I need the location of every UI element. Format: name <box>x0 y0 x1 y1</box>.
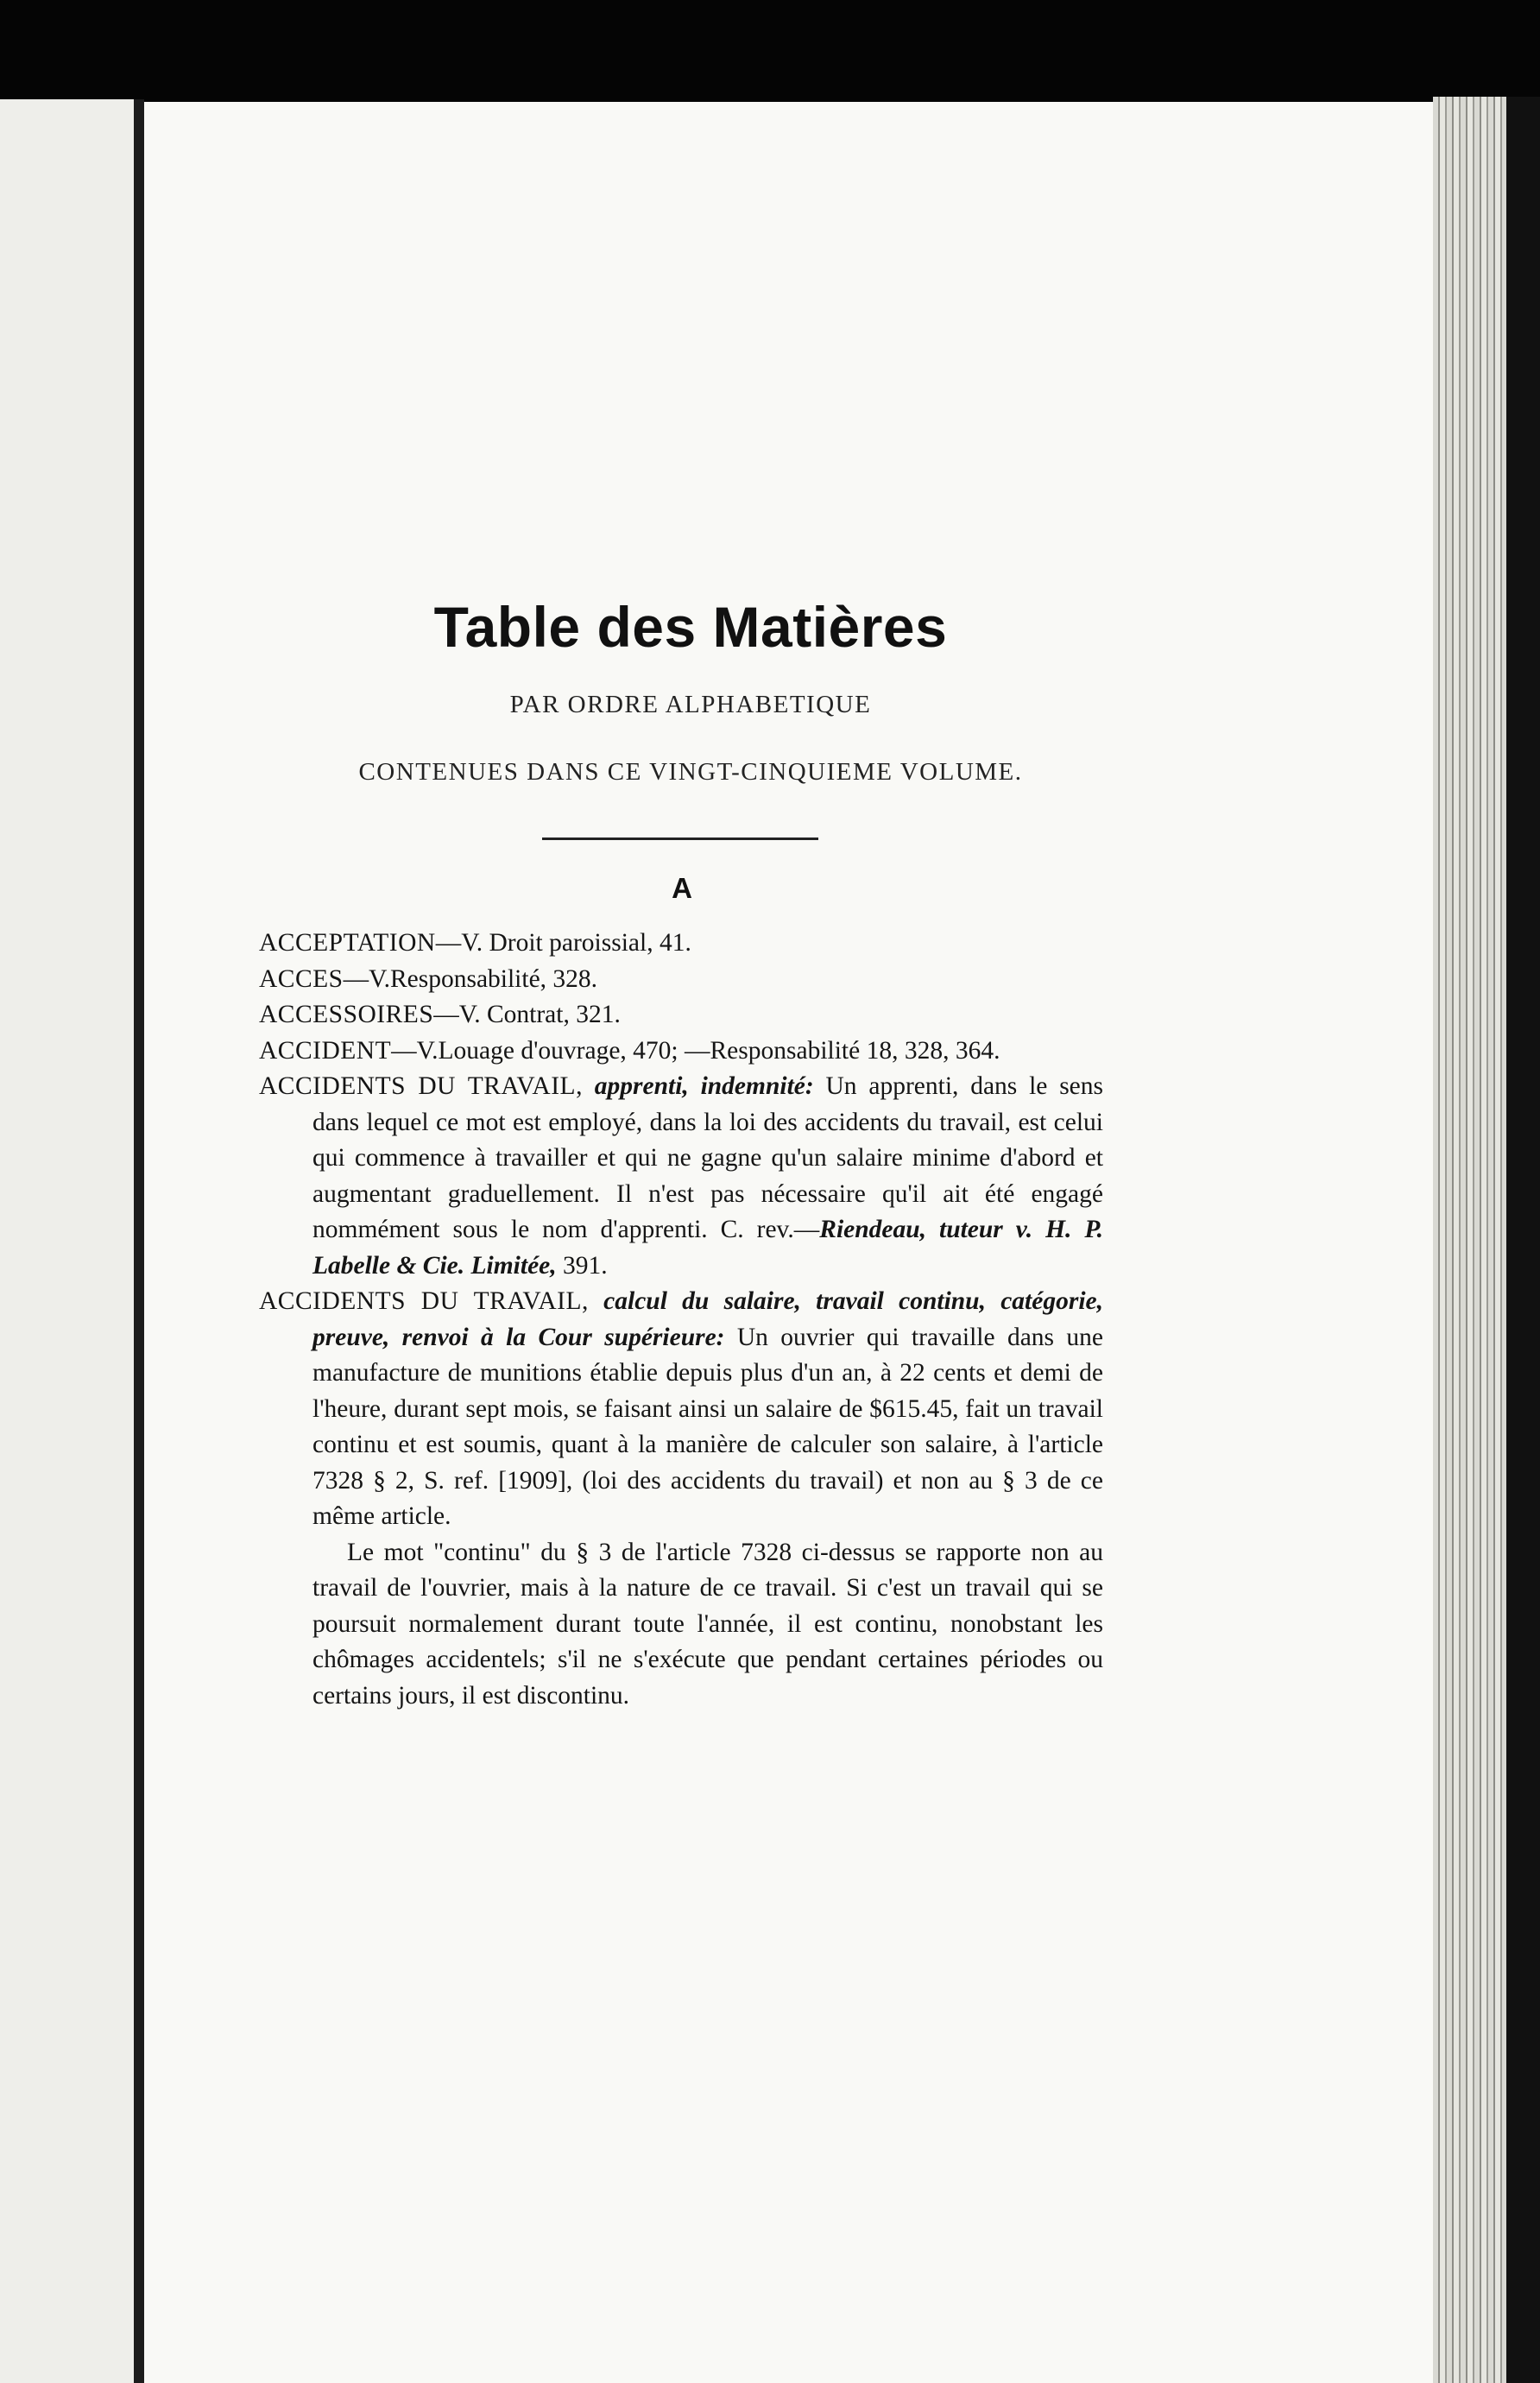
entry-text: —V.Louage d'ouvrage, 470; —Responsabilité 18, 328, 364. <box>391 1036 1000 1065</box>
entry-term: ACCIDENT <box>259 1036 392 1065</box>
page-subtitle-volume: CONTENUES DANS CE VINGT-CINQUIEME VOLUME. <box>358 758 1023 786</box>
title-rule <box>542 838 818 840</box>
entry-text: Un ouvrier qui travaille dans une manufacture de munitions établie depuis plus d'un an, à 22 cents et demi de l'heure, durant sept mois, se faisant ainsi un salaire de $615.45, fait un travail continu et est soumis, quant à la manière de calculer son salaire, à l'article 7328 § 2, S. ref. [1909], (loi des accidents du travail) et non au § 3 de ce même article. <box>312 1323 1103 1530</box>
index-entry <box>259 962 1103 998</box>
entry-keywords: calcul du salaire, travail continu, catégorie, preuve, renvoi à la Cour supérieure: <box>312 1287 1103 1351</box>
section-letter: A <box>672 872 692 904</box>
entry-page-ref: 391. <box>556 1251 608 1280</box>
entry-term: ACCEPTATION <box>259 929 436 957</box>
page-subtitle: PAR ORDRE ALPHABETIQUE <box>509 691 872 718</box>
entry-term: ACCIDENTS DU TRAVAIL, <box>259 1287 589 1315</box>
index-entry <box>259 926 1103 962</box>
page-title: Table des Matières <box>433 595 948 659</box>
entry-text: —V. Droit paroissial, 41. <box>435 929 691 957</box>
entry-paragraph: Le mot "continu" du § 3 de l'article 7328 ci-dessus se rapporte non au travail de l'ouvrier, mais à la nature de ce travail. Si c'est un travail qui se poursuit normalement durant toute l'année, il est continu, nonobstant les chômages accidentels; s'il ne s'exécute que pendant certaines périodes ou certains jours, il est discontinu. <box>312 1538 1103 1710</box>
previous-page-edge <box>0 99 142 2383</box>
entry-case-name: Riendeau, tuteur v. H. P. Labelle & Cie. Limitée, <box>312 1216 1103 1280</box>
right-shadow <box>1506 97 1540 2383</box>
index-entry <box>259 1284 1103 1714</box>
entry-text: —V. Contrat, 321. <box>433 1001 621 1028</box>
index-entry <box>259 1033 1103 1070</box>
entry-text: Un apprenti, dans le sens dans lequel ce mot est employé, dans la loi des accidents du travail, est celui qui commence à travailler et qui ne gagne qu'un salaire minime d'abord et augmentant graduellement. Il n'est pas nécessaire qu'il ait été engagé nommément sous le nom d'apprenti. C. rev.— <box>312 1072 1103 1243</box>
top-shadow <box>0 0 1540 102</box>
index-entry <box>259 997 1103 1033</box>
page-stack-edges <box>1433 97 1506 2383</box>
entry-term: ACCIDENTS DU TRAVAIL, <box>259 1072 583 1100</box>
gutter-line <box>134 99 144 2383</box>
entry-keywords: apprenti, indemnité: <box>594 1072 814 1100</box>
entry-term: ACCESSOIRES <box>259 1001 434 1028</box>
entry-term: ACCES <box>259 964 344 993</box>
index-entries <box>259 926 1103 1714</box>
entry-text: —V.Responsabilité, 328. <box>343 964 598 993</box>
index-entry <box>259 1069 1103 1284</box>
